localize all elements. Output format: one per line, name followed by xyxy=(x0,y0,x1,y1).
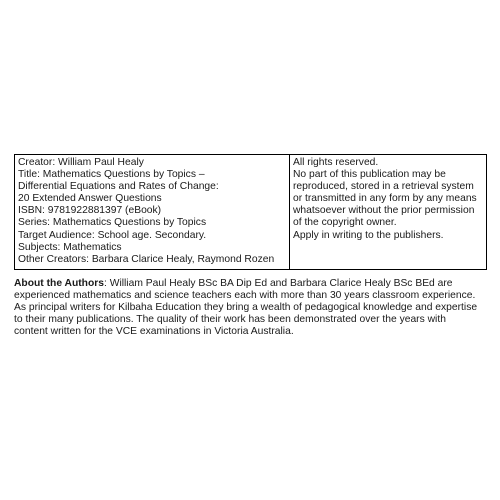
about-text-line: experienced mathematics and science teachers each with more than 30 years classroom experience. xyxy=(14,290,476,302)
about-text: : William Paul Healy BSc BA Dip Ed and Barbara Clarice Healy BSc BEd are xyxy=(104,278,453,289)
copyright-line: Apply in writing to the publishers. xyxy=(293,229,444,241)
series-line: Series: Mathematics Questions by Topics xyxy=(18,217,207,229)
copyright-line: reproduced, stored in a retrieval system xyxy=(293,181,474,193)
copyright-line: of the copyright owner. xyxy=(293,217,397,229)
about-authors-section xyxy=(14,278,490,338)
other-creators-line: Other Creators: Barbara Clarice Healy, Raymond Rozen xyxy=(18,253,275,265)
copyright-line: All rights reserved. xyxy=(293,157,379,168)
about-text-line: content written for the VCE examinations in Victoria Australia. xyxy=(14,326,294,338)
creator-details-cell xyxy=(15,155,290,270)
info-row xyxy=(15,155,487,270)
copyright-cell xyxy=(290,155,487,270)
about-text-line: to their many publications. The quality of their work has been demonstrated over the years with xyxy=(14,314,446,326)
about-first-line xyxy=(14,278,490,290)
about-authors-heading: About the Authors xyxy=(14,278,104,289)
audience-line: Target Audience: School age. Secondary. xyxy=(18,229,207,241)
about-authors-paragraph xyxy=(14,278,490,338)
copyright-line: whatsoever without the prior permission xyxy=(293,205,475,217)
copyright-line: or transmitted in any form by any means xyxy=(293,193,477,205)
creator-line: Creator: William Paul Healy xyxy=(18,157,144,168)
title-line-3: 20 Extended Answer Questions xyxy=(18,193,162,205)
title-line-1: Title: Mathematics Questions by Topics – xyxy=(18,169,205,181)
copyright-line: No part of this publication may be xyxy=(293,169,446,181)
subjects-line: Subjects: Mathematics xyxy=(18,241,122,253)
isbn-line: ISBN: 9781922881397 (eBook) xyxy=(18,205,162,217)
about-text-line: As principal writers for Kilbaha Education they bring a wealth of pedagogical knowledge and expertise xyxy=(14,302,478,314)
publication-info-table xyxy=(14,154,487,270)
title-line-2: Differential Equations and Rates of Change: xyxy=(18,181,219,193)
